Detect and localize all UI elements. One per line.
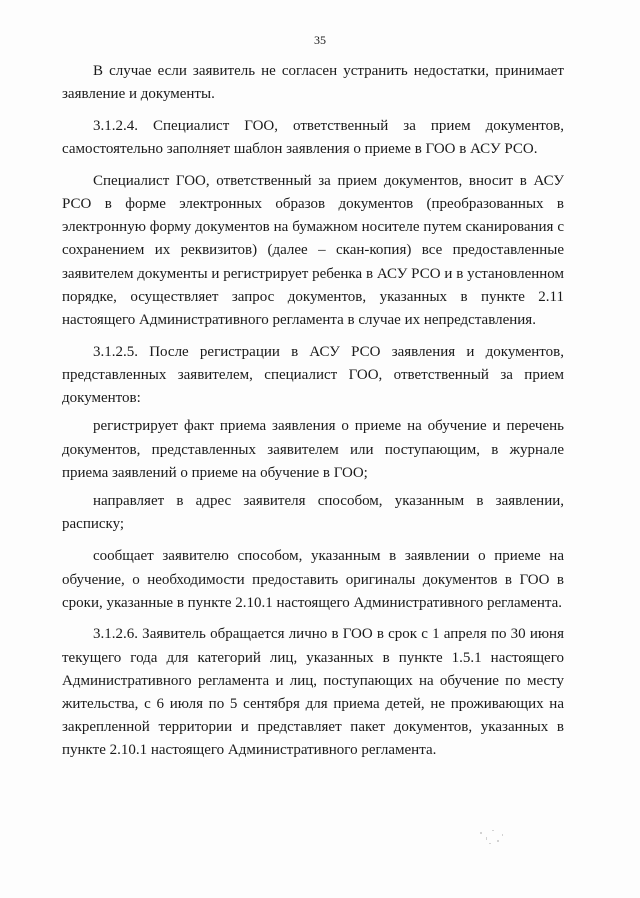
document-body (62, 60, 564, 771)
paragraph-3-1-2-4: 3.1.2.4. Специалист ГОО, ответственный за прием документов, самостоятельно заполняет шаблон заявления о приеме в ГОО в АСУ РСО. (62, 117, 564, 158)
paragraph-informs: сообщает заявителю способом, указанным в заявлении о приеме на обучение, о необходимости предоставить оригиналы документов в ГОО в сроки, указанные в пункте 2.10.1 настоящего Административного регламента. (62, 548, 564, 611)
paragraph-1: В случае если заявитель не согласен устранить недостатки, принимает заявление и документы. (62, 63, 564, 103)
paragraph-3-1-2-6: 3.1.2.6. Заявитель обращается лично в ГОО в срок с 1 апреля по 30 июня текущего года для категорий лиц, указанных в пункте 1.5.1 настоящего Административного регламента и лиц, поступающих на обучение по месту жительства, с 6 июля по 5 сентября для приема детей, не проживающих на закрепленной территории и представляет пакет документов, указанных в пункте 2.10.1 настоящего Административного регламента. (62, 626, 564, 759)
paragraph-specialist-scan: Специалист ГОО, ответственный за прием документов, вносит в АСУ РСО в форме электронных образов документов (преобразованных в электронную форму документов на бумажном носителе путем сканирования с сохранением их реквизитов) (далее – скан-копия) все предоставленные заявителем документы и регистрирует ребенка в АСУ РСО и в установленном порядке, осуществляет запрос документов, указанных в пункте 2.11 настоящего Административного регламента в случае их непредставления. (62, 172, 564, 329)
paragraph-sends-receipt: направляет в адрес заявителя способом, указанным в заявлении, расписку; (62, 492, 564, 533)
scan-specks (478, 828, 508, 848)
paragraph-3-1-2-5: 3.1.2.5. После регистрации в АСУ РСО заявления и документов, представленных заявителем, специалист ГОО, ответственный за прием документов: (62, 343, 564, 407)
page-number: 35 (314, 33, 326, 47)
paragraph-registers: регистрирует факт приема заявления о приеме на обучение и перечень документов, представленных заявителем или поступающим, в журнале приема заявлений о приеме на обучение в ГОО; (62, 418, 564, 481)
